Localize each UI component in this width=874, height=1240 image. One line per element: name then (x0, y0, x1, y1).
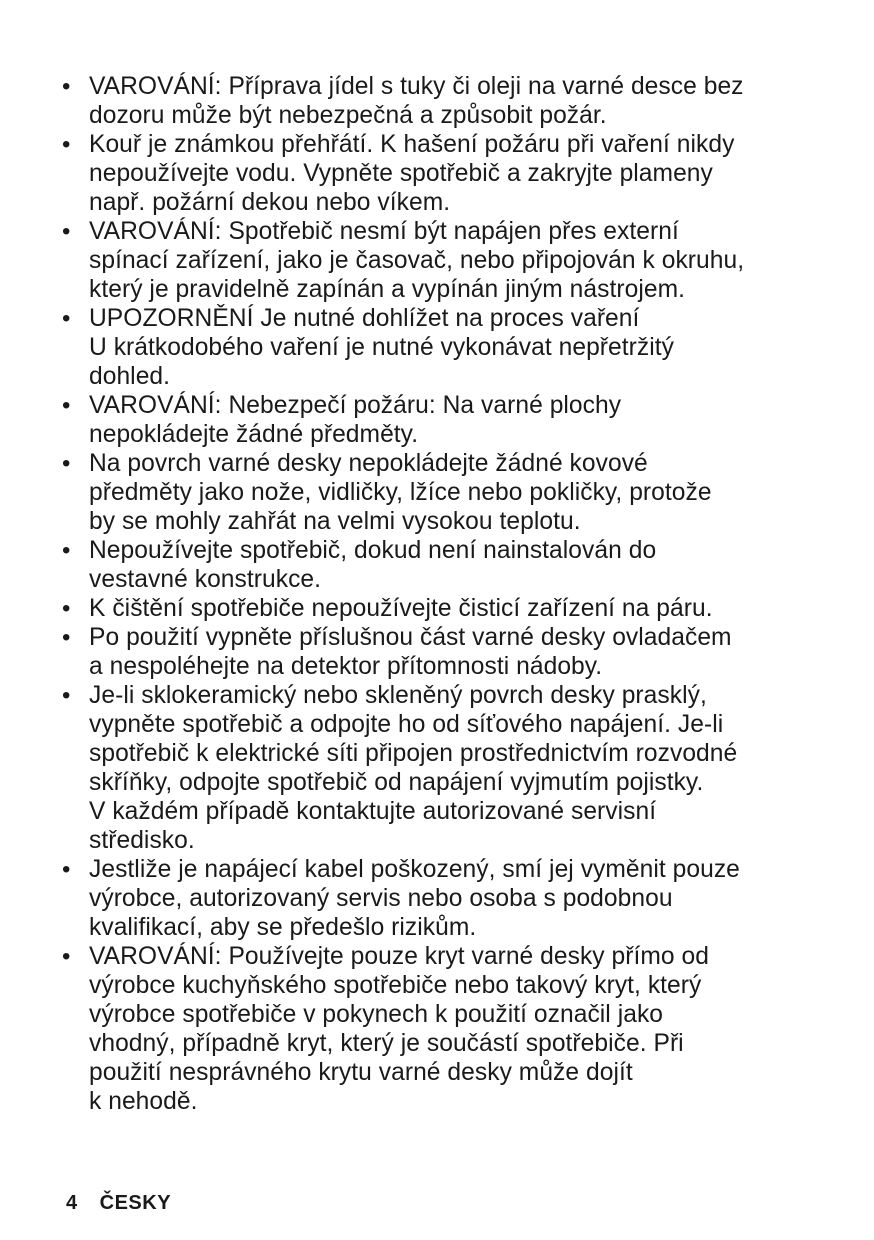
item-text: VAROVÁNÍ: Příprava jídel s tuky či oleji na varné desce bez dozoru může být nebezpečná a způsobit požár. (89, 73, 744, 129)
item-text: UPOZORNĚNÍ Je nutné dohlížet na proces vaření U krátkodobého vaření je nutné vykonávat nepřetržitý dohled. (89, 305, 674, 390)
list-item (62, 304, 822, 391)
bullet: • (62, 450, 71, 477)
bullet: • (62, 537, 71, 564)
list-item (62, 594, 822, 623)
list-item (62, 536, 822, 594)
list-item (62, 130, 822, 217)
list-item (62, 72, 822, 130)
bullet: • (62, 392, 71, 419)
item-text: Nepoužívejte spotřebič, dokud není nainstalován do vestavné konstrukce. (89, 537, 657, 593)
list-item (62, 942, 822, 1116)
bullet: • (62, 682, 71, 709)
list-item (62, 855, 822, 942)
item-text: Je-li sklokeramický nebo skleněný povrch desky prasklý, vypněte spotřebič a odpojte ho od síťového napájení. Je-li spotřebič k elektrické síti připojen prostřednictvím rozvodné skříňky, odpojte spotřebič od napájení vyjmutím pojistky. V každém případě kontaktujte autorizované servisní středisko. (89, 682, 738, 854)
language-label: ČESKY (99, 1192, 172, 1214)
bullet: • (62, 856, 71, 883)
bullet: • (62, 595, 71, 622)
item-text: VAROVÁNÍ: Používejte pouze kryt varné desky přímo od výrobce kuchyňského spotřebiče nebo takový kryt, který výrobce spotřebiče v pokynech k použití označil jako vhodný, případně kryt, který je součástí spotřebiče. Při použití nesprávného krytu varné desky může dojít k nehodě. (89, 943, 709, 1115)
item-text: K čištění spotřebiče nepoužívejte čisticí zařízení na páru. (89, 595, 713, 622)
bullet: • (62, 218, 71, 245)
bullet: • (62, 131, 71, 158)
page-footer (66, 1192, 171, 1215)
bullet: • (62, 73, 71, 100)
safety-instructions-list (62, 72, 822, 1116)
list-item (62, 391, 822, 449)
list-item (62, 449, 822, 536)
bullet: • (62, 943, 71, 970)
list-item (62, 681, 822, 855)
bullet: • (62, 624, 71, 651)
item-text: Kouř je známkou přehřátí. K hašení požáru při vaření nikdy nepoužívejte vodu. Vypněte spotřebič a zakryjte plameny např. požární dekou nebo víkem. (89, 131, 735, 216)
bullet: • (62, 305, 71, 332)
page-number: 4 (66, 1192, 78, 1214)
list-item (62, 623, 822, 681)
item-text: Jestliže je napájecí kabel poškozený, smí jej vyměnit pouze výrobce, autorizovaný servis nebo osoba s podobnou kvalifikací, aby se předešlo rizikům. (89, 856, 740, 941)
item-text: Na povrch varné desky nepokládejte žádné kovové předměty jako nože, vidličky, lžíce nebo pokličky, protože by se mohly zahřát na velmi vysokou teplotu. (89, 450, 712, 535)
item-text: VAROVÁNÍ: Spotřebič nesmí být napájen přes externí spínací zařízení, jako je časovač, nebo připojován k okruhu, který je pravidelně zapínán a vypínán jiným nástrojem. (89, 218, 745, 303)
list-item (62, 217, 822, 304)
item-text: Po použití vypněte příslušnou část varné desky ovladačem a nespoléhejte na detektor přítomnosti nádoby. (89, 624, 732, 680)
item-text: VAROVÁNÍ: Nebezpečí požáru: Na varné plochy nepokládejte žádné předměty. (89, 392, 622, 448)
